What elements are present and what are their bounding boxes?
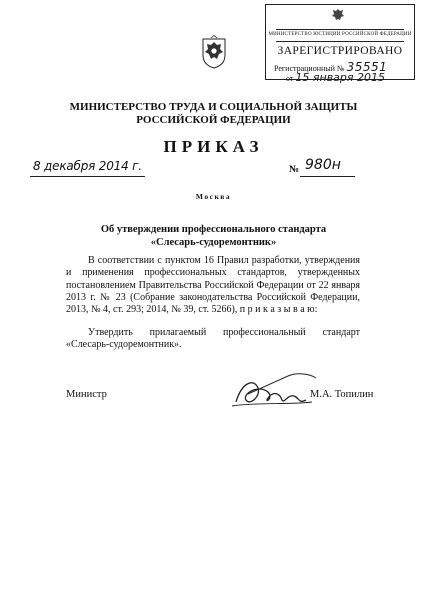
- document-type: ПРИКАЗ: [163, 137, 264, 156]
- number-underline: [300, 176, 355, 177]
- stamp-emblem-icon: [329, 8, 347, 22]
- title-line-1: Об утверждении профессионального стандарта: [100, 224, 327, 235]
- order-number: 980н: [305, 157, 341, 173]
- city: Москва: [195, 192, 232, 201]
- stamp-reg-number-label: Регистрационный №: [274, 64, 345, 73]
- stamp-date-label: от: [286, 74, 294, 83]
- stamp-ministry: МИНИСТЕРСТВО ЮСТИЦИИ РОССИЙСКОЙ ФЕДЕРАЦИИ: [268, 32, 412, 37]
- order-title: [0, 223, 427, 249]
- paragraph-text: Утвердить прилагаемый профессиональный стандарт «Слесарь-судоремонтник».: [66, 327, 360, 351]
- title-line-2: «Слесарь-судоремонтник»: [150, 237, 277, 248]
- stamp-date-value: 15 января 2015: [295, 71, 386, 84]
- handwritten-signature-icon: [228, 372, 320, 416]
- body-paragraph-2: [66, 327, 360, 352]
- registration-stamp: [265, 4, 415, 84]
- ministry-header: [0, 101, 427, 127]
- order-number-sign: №: [289, 164, 300, 175]
- body-paragraph-1: [66, 255, 360, 316]
- paragraph-text: В соответствии с пунктом 16 Правил разработки, утверждения и применения профессиональных стандартов, утвержденных постановлением Правительства Российской Федерации от 22 января 2013 г. № 23 (Собрание законодательства Российской Федерации, 2013, № 4, ст. 293; 2014, № 39, ст. 5266), п р и к а з ы в а ю:: [66, 255, 360, 316]
- coat-of-arms-emblem-icon: [200, 35, 228, 69]
- stamp-date-row: [286, 71, 385, 84]
- stamp-reg-number-value: 35551: [346, 60, 388, 74]
- signatory-name: М.А. Топилин: [310, 389, 374, 400]
- date-underline: [30, 176, 145, 177]
- ministry-line-1: МИНИСТЕРСТВО ТРУДА И СОЦИАЛЬНОЙ ЗАЩИТЫ: [69, 101, 358, 113]
- order-date: 8 декабря 2014 г.: [33, 159, 142, 173]
- stamp-divider: [276, 29, 404, 30]
- signatory-position: Министр: [66, 389, 107, 400]
- ministry-line-2: РОССИЙСКОЙ ФЕДЕРАЦИИ: [136, 114, 291, 126]
- stamp-divider: [276, 41, 404, 42]
- stamp-registered: ЗАРЕГИСТРИРОВАНО: [277, 45, 403, 57]
